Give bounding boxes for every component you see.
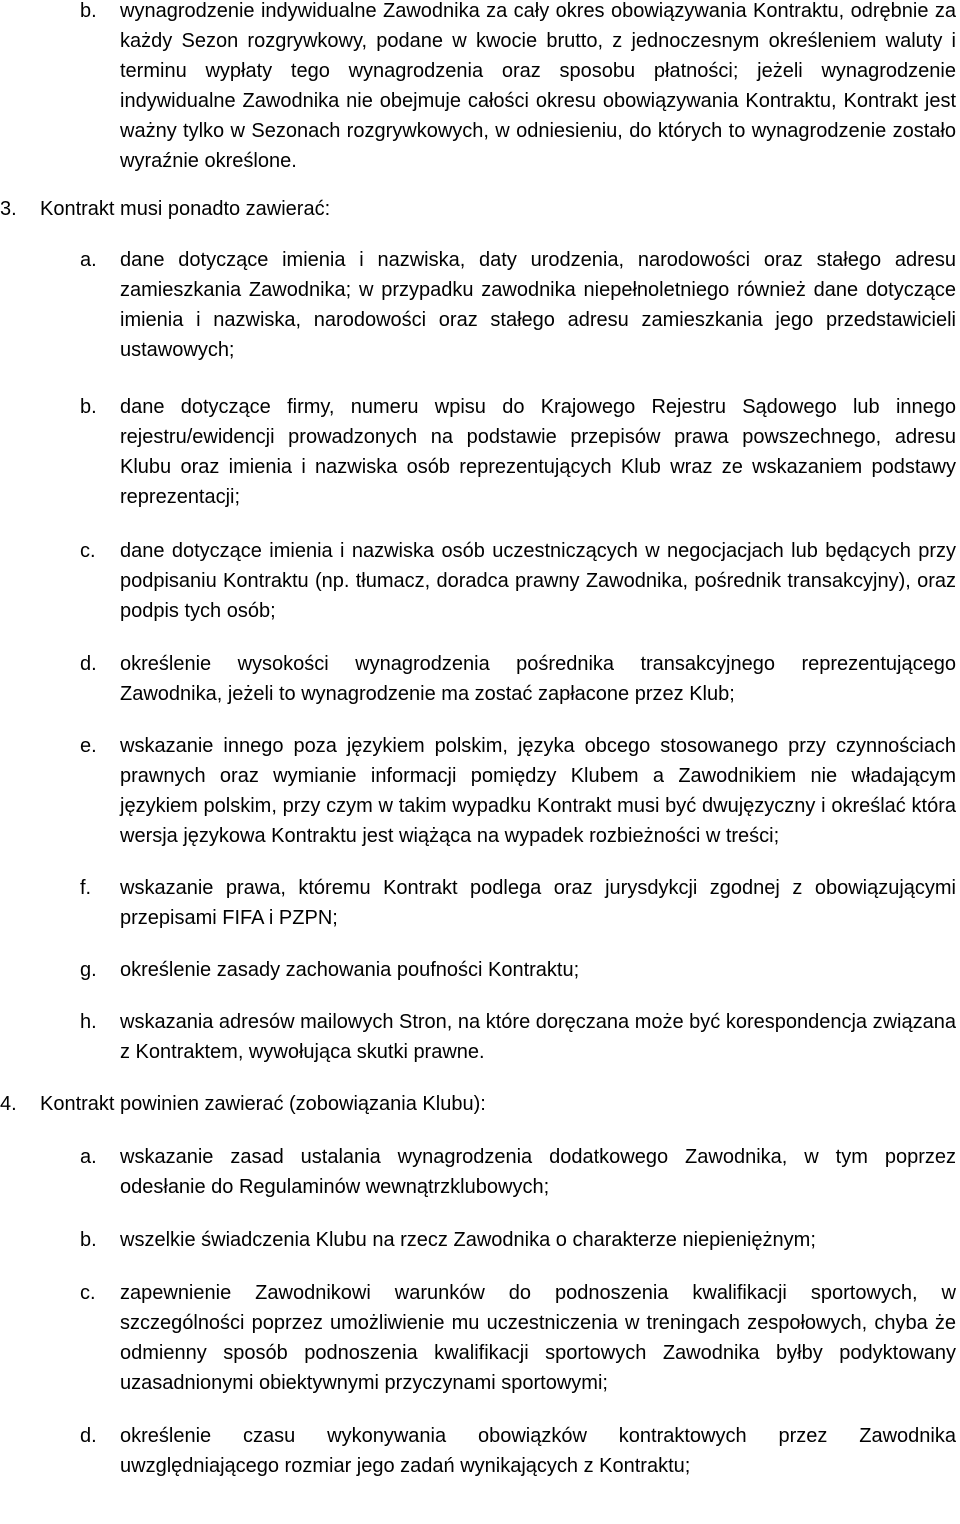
section-title: Kontrakt musi ponadto zawierać: xyxy=(40,198,331,220)
list-item-h-emails xyxy=(0,1007,960,1067)
item-marker: b. xyxy=(80,396,97,418)
list-item-a-bonus xyxy=(0,1142,960,1202)
section-title: Kontrakt powinien zawierać (zobowiązania Klubu): xyxy=(40,1093,486,1115)
section-3-heading xyxy=(0,194,960,224)
section-number: 3. xyxy=(0,198,17,220)
item-text: dane dotyczące imienia i nazwiska osób uczestniczących w negocjacjach lub będących przy podpisaniu Kontraktu (np. tłumacz, doradca prawny Zawodnika, pośrednik transakcyjny), oraz podpis tych osób; xyxy=(120,540,956,622)
item-marker: c. xyxy=(80,1282,96,1304)
item-text: wskazania adresów mailowych Stron, na które doręczana może być korespondencja związana z Kontraktem, wywołująca skutki prawne. xyxy=(120,1011,956,1063)
item-marker: g. xyxy=(80,959,97,981)
item-text: dane dotyczące imienia i nazwiska, daty urodzenia, narodowości oraz stałego adresu zamieszkania Zawodnika; w przypadku zawodnika niepełnoletniego również dane dotyczące imienia i nazwiska, narodowości oraz stałego adresu zamieszkania jego przedstawicieli ustawowych; xyxy=(120,249,956,361)
section-4-heading xyxy=(0,1089,960,1119)
list-item-c-negotiators xyxy=(0,536,960,626)
item-text: wszelkie świadczenia Klubu na rzecz Zawodnika o charakterze niepieniężnym; xyxy=(120,1229,816,1251)
item-text: dane dotyczące firmy, numeru wpisu do Krajowego Rejestru Sądowego lub innego rejestru/ewidencji prowadzonych na podstawie przepisów prawa powszechnego, adresu Klubu oraz imienia i nazwiska osób reprezentujących Klub wraz ze wskazaniem podstawy reprezentacji; xyxy=(120,396,956,508)
list-item-d-working-time xyxy=(0,1421,960,1481)
item-text: określenie wysokości wynagrodzenia pośrednika transakcyjnego reprezentującego Zawodnika, jeżeli to wynagrodzenie ma zostać zapłacone przez Klub; xyxy=(120,653,956,705)
section-number: 4. xyxy=(0,1093,17,1115)
list-item-a-player-data xyxy=(0,245,960,365)
item-marker: h. xyxy=(80,1011,97,1033)
item-marker: f. xyxy=(80,877,92,899)
list-item-e-language xyxy=(0,731,960,851)
item-text: wynagrodzenie indywidualne Zawodnika za cały okres obowiązywania Kontraktu, odrębnie za każdy Sezon rozgrywkowy, podane w kwocie brutto, z jednoczesnym określeniem waluty i terminu wypłaty tego wynagrodzenia oraz sposobu płatności; jeżeli wynagrodzenie indywidualne Zawodnika nie obejmuje całości okresu obowiązywania Kontraktu, Kontrakt jest ważny tylko w Sezonach rozgrywkowych, w odniesieniu, do których to wynagrodzenie zostało wyraźnie określone. xyxy=(120,0,956,172)
item-marker: a. xyxy=(80,249,97,271)
item-marker: b. xyxy=(80,0,97,22)
item-text: wskazanie innego poza językiem polskim, języka obcego stosowanego przy czynnościach prawnych oraz wymianie informacji pomiędzy Klubem a Zawodnikiem nie władającym językiem polskim, przy czym w takim wypadku Kontrakt musi być dwujęzyczny i określać która wersja językowa Kontraktu jest wiążąca na wypadek rozbieżności w treści; xyxy=(120,735,956,847)
list-item-b-club-data xyxy=(0,392,960,512)
item-marker: d. xyxy=(80,1425,97,1447)
item-text: określenie czasu wykonywania obowiązków kontraktowych przez Zawodnika uwzględniającego rozmiar jego zadań wynikających z Kontraktu; xyxy=(120,1425,956,1477)
item-marker: d. xyxy=(80,653,97,675)
list-item-g-confidentiality xyxy=(0,955,960,985)
list-item-c-training xyxy=(0,1278,960,1398)
list-item-f-law xyxy=(0,873,960,933)
item-text: zapewnienie Zawodnikowi warunków do podnoszenia kwalifikacji sportowych, w szczególności poprzez umożliwienie mu uczestniczenia w treningach zespołowych, chyba że odmienny sposób podnoszenia kwalifikacji sportowych Zawodnika byłby podyktowany uzasadnionymi obiektywnymi przyczynami sportowymi; xyxy=(120,1282,956,1394)
item-marker: c. xyxy=(80,540,96,562)
list-item-b-remuneration xyxy=(0,0,960,176)
item-marker: a. xyxy=(80,1146,97,1168)
item-text: wskazanie prawa, któremu Kontrakt podlega oraz jurysdykcji zgodnej z obowiązującymi przepisami FIFA i PZPN; xyxy=(120,877,956,929)
list-item-d-agent-fee xyxy=(0,649,960,709)
item-marker: b. xyxy=(80,1229,97,1251)
list-item-b-benefits xyxy=(0,1225,960,1255)
item-text: określenie zasady zachowania poufności Kontraktu; xyxy=(120,959,580,981)
item-text: wskazanie zasad ustalania wynagrodzenia dodatkowego Zawodnika, w tym poprzez odesłanie do Regulaminów wewnątrzklubowych; xyxy=(120,1146,956,1198)
item-marker: e. xyxy=(80,735,97,757)
